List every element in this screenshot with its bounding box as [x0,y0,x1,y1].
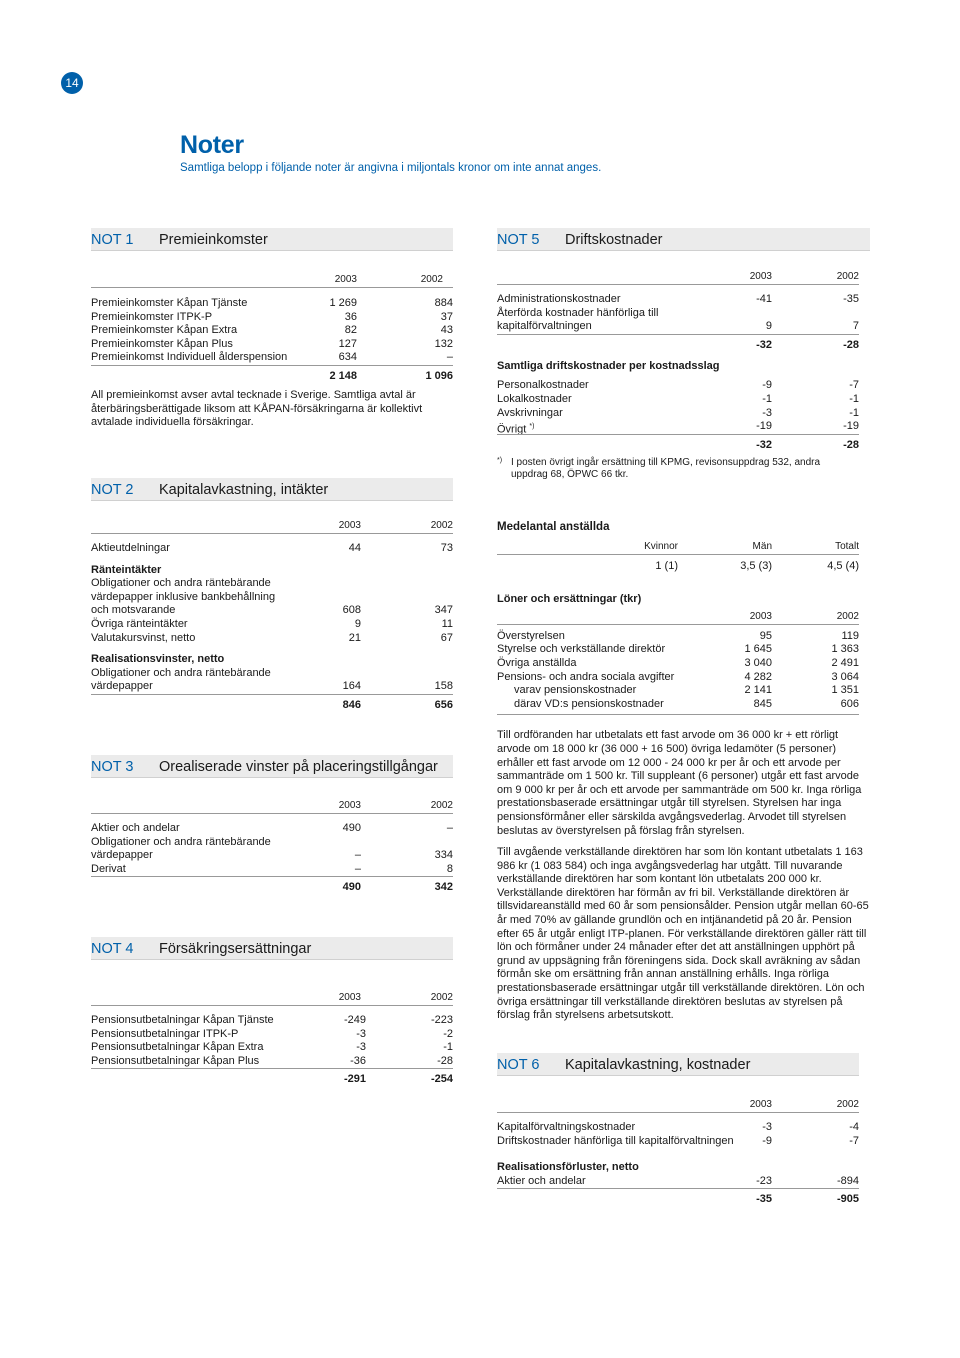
note-2-total [91,694,453,713]
page-number-badge: 14 [61,72,83,94]
subheading [497,1161,859,1175]
year-2003: 2003 [749,1099,772,1110]
note-6-total [497,1188,859,1207]
table-row [91,351,453,365]
table-row [91,1028,453,1042]
value-2003: -36 [350,1054,366,1067]
row-label: Personalkostnader [497,379,589,392]
value-2002: 73 [440,542,453,554]
subheading-label: Samtliga driftskostnader per kostnadsslag [497,359,720,372]
note-5-footnote [497,457,859,482]
value-2002: 334 [434,849,453,862]
note-6-header [497,1053,859,1076]
value-2002: 884 [434,297,453,309]
value-2003: -9 [762,1134,772,1147]
note-1-title: Premieinkomster [159,232,268,248]
note-5-subtotal [497,334,859,353]
row-label: Pensionsutbetalningar Kåpan Extra [91,1041,264,1054]
col-man: Män [752,540,772,552]
table-row [497,393,859,407]
value-2002: 7 [852,320,859,333]
value-2003: 9 [354,617,361,630]
subheading [497,593,859,607]
value-2003: 44 [348,542,361,554]
value-2002: 1 351 [831,684,859,697]
subheading [497,360,859,374]
note-5-header [497,228,870,251]
table-row [497,657,859,671]
value-2002: 11 [441,617,453,630]
row-label: Obligationer och andra räntebärande [91,835,271,848]
table-row [91,542,453,556]
value-2003: -3 [762,1121,772,1133]
value-2003: 3 040 [744,656,772,669]
value-2003: -1 [762,392,772,405]
table-row [91,667,453,681]
subheading-label: Realisationsförluster, netto [497,1161,639,1174]
table-row [497,684,859,698]
footnote-marker: *) [497,456,503,464]
year-2002: 2002 [420,274,443,285]
value-2002: 1 363 [831,643,859,656]
value-2002: -28 [437,1054,453,1067]
note-4-year-header [91,991,453,1006]
value-2003: – [354,849,361,862]
value-2002: -35 [843,293,859,305]
value-2003: -9 [762,379,772,392]
note-3-number: NOT 3 [91,759,134,775]
personnel-column-header [497,540,859,555]
year-2003: 2003 [749,610,772,622]
value-2002: 3 064 [831,670,859,683]
year-2002: 2002 [430,520,453,531]
value-2003: -3 [356,1027,366,1040]
note-5-section [497,228,859,482]
footnote-text: I posten övrigt ingår ersättning till KPMG, revisonsuppdrag 532, andra uppdrag 68, ÖPWC 66 tkr. [511,456,821,481]
subheading-label: Realisationsvinster, netto [91,653,225,666]
row-label: värdepapper inklusive bankbehållning [91,590,276,603]
row-label: Lokalkostnader [497,392,572,405]
note-2-section [91,478,453,713]
table-row [91,338,453,352]
note-4-title: Försäkringsersättningar [159,941,312,957]
table-row [91,1014,453,1028]
table-row [91,604,453,618]
table-row [497,1121,859,1135]
table-row [91,1041,453,1055]
total-2003: 490 [342,881,361,894]
year-2002: 2002 [836,1099,859,1110]
row-label: kapitalförvaltningen [497,320,592,333]
value-2002: 2 491 [831,656,859,669]
value-2002: 132 [434,337,453,350]
note-1-year-header [91,273,453,288]
value-2003: -249 [343,1014,366,1026]
value-2002: 67 [440,631,453,644]
loner-year-header [497,610,859,625]
value-2002: – [446,822,453,834]
table-row [91,836,453,850]
row-label: Kapitalförvaltningskostnader [497,1121,636,1133]
ceo-compensation-paragraph: Till avgående verkställande direktören har som lön kontant utbetalats 1 163 986 kr (1 083 584) och inga avgångsvederlag har utgått. Till nuvarande verkställande direktören har som kontant lön utbetalats 200 000 kr. Verkställande direktören har förmån av fri bil. Verkställande direktören är tillsvidareanställd med 60 år som pensionsålder. Pension utgår mellan 60-65 år med 70% av gällande grundlön och en intjänandetid på 20 år. Pension efter 65 år utgår enligt ITP-planen. För verkställande direktören gäller rätt till lön och förmåner under 24 månader efter det att anställningen upphört på grund av uppsägning från föreningens sida. Dock skall avräkning av sådan förmån ske om ersättning från annan anställning erhålls. Inga rörliga prestationsbaserade ersättningar utgår till verkställande direktören. Lön och övriga ersättningar till verkställande direktören beslutas av styrelsen på förslag från styrelsens arbetsutskott. [497,846,869,1022]
year-2002: 2002 [836,610,859,622]
row-label: Överstyrelsen [497,629,565,642]
value-man: 3,5 (3) [740,559,772,572]
total-2002: -28 [843,438,859,451]
note-1-total [91,365,453,384]
table-row [497,643,859,657]
row-label: Premieinkomster Kåpan Extra [91,324,238,337]
note-5-year-header [497,270,859,285]
note-6-title: Kapitalavkastning, kostnader [565,1057,751,1073]
row-label: Aktier och andelar [91,822,180,834]
row-label: Valutakursvinst, netto [91,631,196,644]
row-label: Pensionsutbetalningar ITPK-P [91,1027,239,1040]
page-title: Noter [180,131,244,159]
note-2-header [91,478,453,501]
row-label: värdepapper [91,849,153,862]
row-label: Aktieutdelningar [91,542,170,554]
value-2002: -7 [849,1134,859,1147]
value-2002: -894 [836,1174,859,1187]
table-row [497,671,859,685]
note-2-title: Kapitalavkastning, intäkter [159,482,329,498]
value-2002: -1 [443,1041,453,1054]
value-2002: -1 [849,392,859,405]
value-2002: 158 [434,680,453,693]
row-label: och motsvarande [91,604,176,617]
value-2003: -3 [356,1041,366,1054]
row-label: Premieinkomster Kåpan Tjänste [91,297,248,309]
table-row [497,630,859,644]
row-label: Övriga anställda [497,656,577,669]
table-row [91,324,453,338]
total-2002: -28 [843,338,859,351]
medelantal-heading: Medelantal anställda [497,521,610,533]
total-2002: 1 096 [425,369,453,382]
value-2003: -3 [762,406,772,419]
note-5-total [497,434,859,453]
note-4-section [91,937,453,1087]
total-2003: 2 148 [329,369,357,382]
year-2003: 2003 [334,274,357,285]
ovrigt-label: Övrigt [497,423,527,436]
value-2003: 1 645 [744,643,772,656]
row-label: Premieinkomst Individuell ålderspension [91,351,288,364]
value-2003: -23 [756,1174,772,1187]
value-2002: -1 [849,406,859,419]
total-2002: 342 [434,881,453,894]
note-1-table [91,297,453,365]
row-label: Styrelse och verkställande direktör [497,643,666,656]
table-row [91,311,453,325]
note-6-year-header [497,1098,859,1113]
value-2002: 119 [841,629,859,642]
value-2002: -19 [843,420,859,433]
value-2003: -41 [756,293,772,305]
value-totalt: 4,5 (4) [827,559,859,572]
note-4-number: NOT 4 [91,941,134,957]
row-label: Premieinkomster ITPK-P [91,310,213,323]
subheading [91,653,453,667]
row-label: Övriga ränteintäkter [91,617,188,630]
table-row [497,293,859,307]
value-2003: 634 [338,351,357,364]
year-2002: 2002 [430,800,453,811]
value-2003: 4 282 [744,670,772,683]
table-row [91,822,453,836]
row-label: Premieinkomster Kåpan Plus [91,337,233,350]
table-row [497,420,859,434]
row-label: värdepapper [91,680,153,693]
value-2003: 82 [344,324,357,337]
table-row [497,320,859,334]
value-2003: 2 141 [744,684,772,697]
table-row [497,1175,859,1189]
table-row [91,680,453,694]
note-3-header [91,755,453,778]
note-2-number: NOT 2 [91,482,134,498]
note-4-total [91,1068,453,1087]
value-2002: 37 [440,310,453,323]
note-1-section [91,228,453,430]
table-row [497,307,859,321]
row-label: Derivat [91,862,126,875]
total-2003: -291 [343,1073,366,1086]
value-2003: 1 269 [329,297,357,309]
note-6-section [497,1053,859,1207]
table-row [91,577,453,591]
value-2002: -223 [430,1014,453,1026]
value-2002: 43 [440,324,453,337]
note-6-number: NOT 6 [497,1057,540,1073]
row-label: Administrationskostnader [497,293,621,305]
value-2002: -4 [849,1121,859,1133]
row-label: Pensionsutbetalningar Kåpan Plus [91,1054,260,1067]
total-2003: 846 [342,698,361,711]
table-row [497,407,859,421]
value-2003: 845 [753,697,772,710]
value-2003: 608 [342,604,361,617]
personnel-section [497,521,869,1023]
row-label: Pensions- och andra sociala avgifter [497,670,675,683]
year-2003: 2003 [749,271,772,282]
row-label: Avskrivningar [497,406,563,419]
note-2-year-header [91,519,453,534]
total-2002: -905 [836,1193,859,1206]
row-label: varav pensionskostnader [514,684,637,697]
table-row [497,379,859,393]
value-2003: 164 [342,680,361,693]
subheading [91,564,453,578]
row-label: Driftskostnader hänförliga till kapitalförvaltningen [497,1134,734,1147]
note-3-total [91,876,453,895]
value-2003: 21 [348,631,361,644]
value-2003: 490 [342,822,361,834]
note-3-year-header [91,799,453,814]
value-2003: 36 [344,310,357,323]
value-2002: 8 [446,862,453,875]
value-2003: 9 [765,320,772,333]
loner-heading: Löner och ersättningar (tkr) [497,593,642,606]
col-kvinnor: Kvinnor [644,540,678,552]
row-label: Obligationer och andra räntebärande [91,666,271,679]
year-2003: 2003 [338,520,361,531]
subheading-label: Ränteintäkter [91,563,162,576]
value-2002: 606 [840,697,859,710]
table-row [497,1135,859,1149]
note-5-title: Driftskostnader [565,232,663,248]
value-2003: -19 [756,420,772,433]
value-2003: – [354,862,361,875]
page-subtitle: Samtliga belopp i följande noter är angivna i miljontals kronor om inte annat anges. [180,162,602,174]
note-3-title: Orealiserade vinster på placeringstillgångar [159,759,438,775]
value-2002: 347 [434,604,453,617]
board-fees-paragraph: Till ordföranden har utbetalats ett fast arvode om 36 000 kr + ett rörligt arvode om 18 000 kr (36 000 + 16 500) övriga ledamöter (5 personer) erhåller ett fast arvode om 12 000 - 24 000 kr per år och ett arvode per sammanträde om 1 500 kr. Till suppleant (6 personer) utgår ett fast arvode om 9 000 kr per år och ett arvode per sammanträde om 500 kr. Inga rörliga prestationsbaserade ersättningar utgår till styrelsen. Styrelsen har inga pensionsförmåner eller särskilda avgångsvederlag. Arvodet till styrelsen beslutas av överstyrelsen på förslag från styrelsen. [497,729,862,837]
value-2002: – [446,351,453,364]
year-2002: 2002 [430,992,453,1003]
footnote-marker: *) [529,423,535,431]
note-1-text: All premieinkomst avser avtal tecknade i Sverige. Samtliga avtal är återbäringsberättigade liksom att KÅPAN-försäkringarna är kollektivt avtalade individuella försäkringar. [91,388,423,429]
note-1-header [91,228,453,251]
total-2003: -32 [756,438,772,451]
subheading [497,521,859,535]
table-row [91,863,453,877]
year-2003: 2003 [338,992,361,1003]
table-row [91,591,453,605]
year-2002: 2002 [836,271,859,282]
table-row [91,1055,453,1069]
value-2002: -2 [443,1027,453,1040]
table-row [91,632,453,646]
table-row [91,849,453,863]
total-2003: -35 [756,1193,772,1206]
note-5-number: NOT 5 [497,232,540,248]
value-2002: -7 [849,379,859,392]
value-2003: 127 [338,337,357,350]
note-4-header [91,937,453,960]
note-3-section [91,755,453,895]
table-row [497,698,859,712]
value-kvinnor: 1 (1) [655,559,678,572]
row-label: Aktier och andelar [497,1174,586,1187]
table-row [91,618,453,632]
row-label: därav VD:s pensionskostnader [514,697,664,710]
col-totalt: Totalt [835,540,859,552]
note-1-number: NOT 1 [91,232,134,248]
total-2002: -254 [430,1073,453,1086]
total-2003: -32 [756,338,772,351]
table-row [497,560,859,574]
total-2002: 656 [434,698,453,711]
value-2003: 95 [759,629,772,642]
table-row [91,297,453,311]
row-label: Pensionsutbetalningar Kåpan Tjänste [91,1014,274,1026]
row-label: Återförda kostnader hänförliga till [497,306,659,319]
row-label: Obligationer och andra räntebärande [91,577,271,590]
year-2003: 2003 [338,800,361,811]
